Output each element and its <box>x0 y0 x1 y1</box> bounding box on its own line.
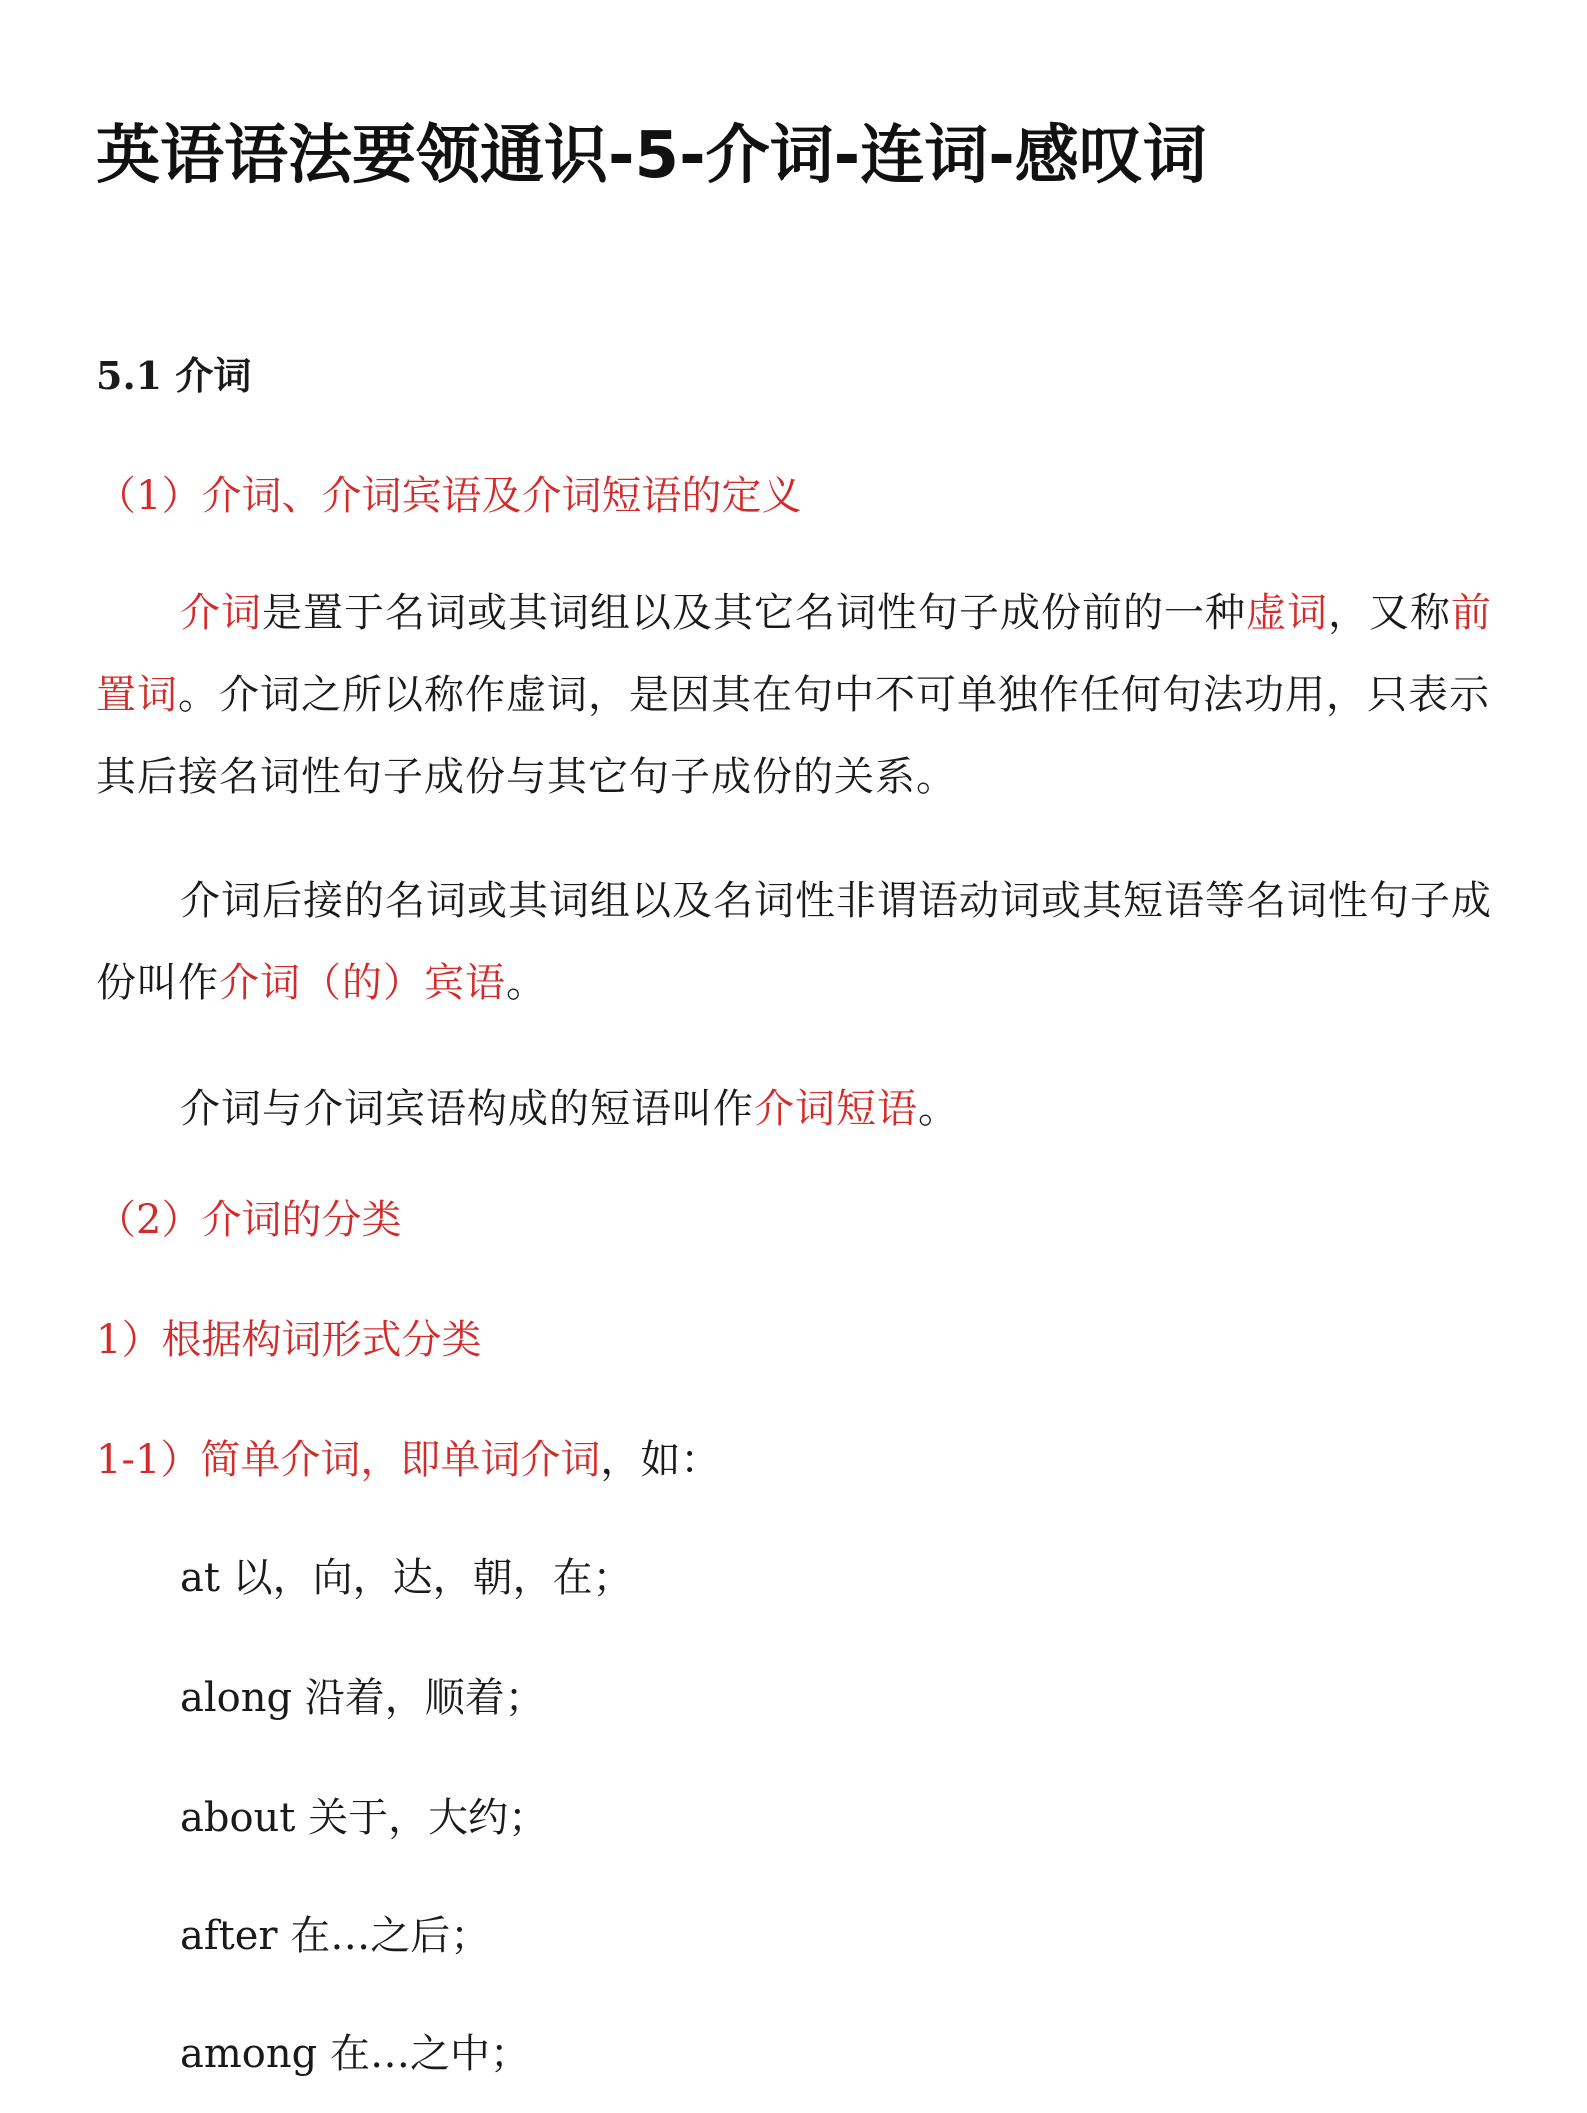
text-span: 介词后接的名词或其词组以及名词性非谓语动词或其短语等名词性句子成份叫作 <box>96 878 1492 1006</box>
example-meaning: 沿着，顺着； <box>304 1675 545 1721</box>
paragraph-definition-phrase <box>96 1068 1496 1150</box>
example-item <box>180 1906 490 1966</box>
subsection-heading-classification: （2）介词的分类 <box>96 1197 402 1243</box>
text-span: 。介词之所以称作虚词，是因其在句中不可单独作任何句法功用，只表示其后接名词性句子成份与其它句子成份的关系。 <box>96 672 1490 800</box>
example-word: at <box>180 1555 220 1601</box>
paragraph-definition-object <box>96 860 1496 1024</box>
section-heading-5-1: 5.1 介词 <box>96 353 252 398</box>
text-span: 。 <box>506 960 547 1006</box>
term-prepositional-object: 介词（的）宾语 <box>219 960 506 1006</box>
classification-by-form-heading: 1）根据构词形式分类 <box>96 1317 482 1363</box>
example-meaning: 以，向，达，朝，在； <box>232 1555 633 1601</box>
example-item <box>180 1548 633 1608</box>
example-word: about <box>180 1795 296 1841</box>
text-span: 介词与介词宾语构成的短语叫作 <box>180 1086 754 1132</box>
example-item <box>180 1788 548 1848</box>
simple-preposition-label: 1-1）简单介词，即单词介词 <box>96 1437 601 1483</box>
subsection-heading-definition: （1）介词、介词宾语及介词短语的定义 <box>96 473 802 519</box>
example-meaning: 在…之后； <box>290 1913 491 1959</box>
example-meaning: 在…之中； <box>329 2031 530 2077</box>
example-word: among <box>180 2031 318 2077</box>
text-span: ，又称 <box>1328 590 1451 636</box>
text-span: 。 <box>918 1086 959 1132</box>
simple-preposition-suffix: ，如： <box>600 1437 721 1483</box>
paragraph-definition-preposition <box>96 572 1496 818</box>
simple-preposition-heading <box>96 1430 720 1490</box>
document-title: 英语语法要领通识-5-介词-连词-感叹词 <box>96 119 1207 193</box>
term-preposition-alias: 前置词 <box>96 590 1492 718</box>
example-item <box>180 1668 545 1728</box>
example-item <box>180 2024 530 2084</box>
text-span: 是置于名词或其词组以及其它名词性句子成份前的一种 <box>262 590 1246 636</box>
term-prepositional-phrase: 介词短语 <box>754 1086 918 1132</box>
term-preposition: 介词 <box>180 590 262 636</box>
example-word: after <box>180 1913 278 1959</box>
example-meaning: 关于，大约； <box>308 1795 549 1841</box>
term-function-word: 虚词 <box>1246 590 1328 636</box>
example-word: along <box>180 1675 293 1721</box>
